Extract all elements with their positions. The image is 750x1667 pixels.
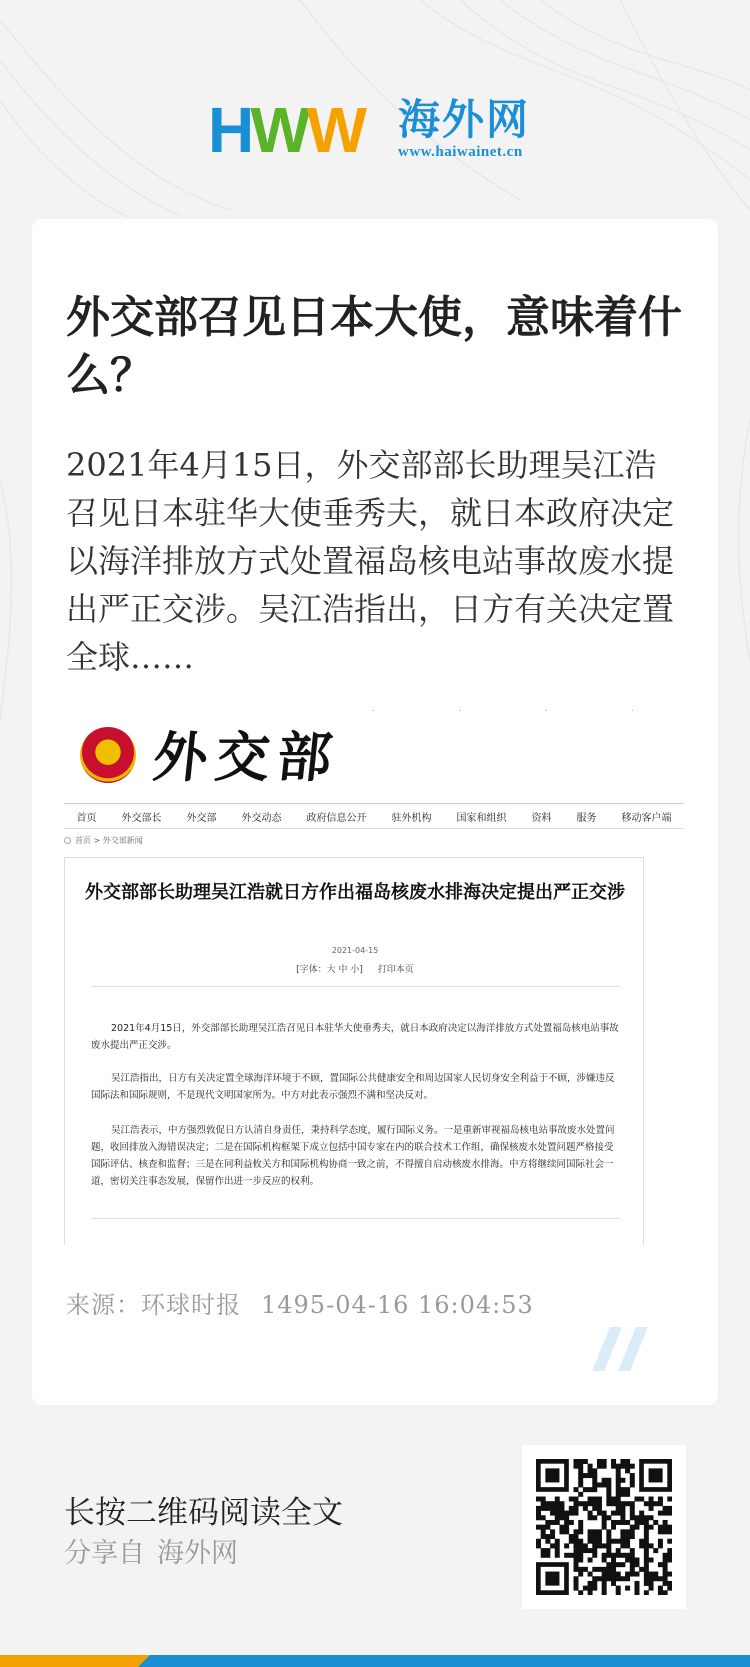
nav-item: 外交部 <box>186 812 217 824</box>
nav-item: 驻外机构 <box>391 812 432 824</box>
divider <box>91 986 619 987</box>
bottom-bar-orange-segment <box>0 1655 150 1667</box>
mfa-article-paragraph: 2021年4月15日，外交部部长助理吴江浩召见日本驻华大使垂秀夫，就日本政府决定以海洋排放方式处置福岛核电站事故废水提出严正交涉。 <box>91 1023 619 1051</box>
breadcrumb: 首页 > 外交部新闻 <box>64 835 143 846</box>
nav-item: 首页 <box>76 812 97 824</box>
breadcrumb-dot-icon <box>64 837 71 844</box>
font-size-control: [字体：大 中 小] <box>296 965 363 975</box>
mfa-article-paragraph: 吴江浩指出，日方有关决定置全球海洋环境于不顾，置国际公共健康安全和周边国家人民切身安全利益于不顾，涉嫌违反国际法和国际规则，不是现代文明国家所为。中方对此表示强烈不满和坚决反对。 <box>91 1073 615 1101</box>
mfa-calligraphy-logo: 外交部 <box>150 725 343 789</box>
nav-item: 移动客户端 <box>621 812 672 824</box>
qr-code-container[interactable] <box>522 1445 686 1609</box>
shared-site: 海外网 <box>157 1538 238 1569</box>
haiwainet-logo <box>208 96 548 166</box>
logo-url: www.haiwainet.cn <box>398 144 523 160</box>
mfa-article-title: 外交部部长助理吴江浩就日方作出福岛核废水排海决定提出严正交涉 <box>85 882 625 903</box>
bottom-brand-bar <box>0 1655 750 1667</box>
article-card[interactable] <box>32 219 718 1405</box>
logo-chinese-name: 海外网 <box>398 95 531 144</box>
mfa-article-tools <box>65 962 645 975</box>
mfa-nav-bar <box>64 803 684 829</box>
mfa-article-date: 2021-04-15 <box>331 946 379 955</box>
article-summary: 2021年4月15日，外交部部长助理吴江浩召见日本驻华大使垂秀夫，就日本政府决定以海洋排放方式处置福岛核电站事故废水提出严正交涉。吴江浩指出，日方有关决定置全球…… <box>66 446 675 676</box>
shared-label: 分享自 <box>64 1538 145 1569</box>
nav-item: 服务 <box>576 812 597 824</box>
embedded-article-screenshot <box>64 703 684 1245</box>
qr-code-icon[interactable] <box>536 1459 672 1595</box>
nav-item: 外交部长 <box>121 812 162 824</box>
nav-item: 资料 <box>531 812 552 824</box>
mfa-article-paragraph: 吴江浩表示，中方强烈敦促日方认清自身责任，秉持科学态度，履行国际义务。一是重新审视福岛核电站事故废水处置问题，收回排放入海错误决定；二是在国际机构框架下成立包括中国专家在内的联合技术工作组，确保核废水处置问题严格接受国际评估、核查和监督；三是在同利益攸关方和国际机构协商一致之前，不得擅自启动核废水排海。中方将继续同国际社会一道，密切关注事态发展，保留作出进一步反应的权利。 <box>91 1125 615 1187</box>
nav-item: 外交动态 <box>241 812 282 824</box>
qr-call-to-action: 长按二维码阅读全文 <box>64 1495 343 1531</box>
article-source: 来源：环球时报 <box>66 1291 241 1319</box>
hww-logo-mark: HWW <box>208 94 364 166</box>
article-title: 外交部召见日本大使，意味着什么？ <box>66 292 682 401</box>
share-footer <box>0 1405 750 1655</box>
nav-item: 政府信息公开 <box>306 812 367 824</box>
print-link: 打印本页 <box>377 965 414 975</box>
shared-from-line <box>64 1531 238 1570</box>
nav-item: 国家和组织 <box>456 812 507 824</box>
divider <box>91 1218 619 1219</box>
national-emblem-icon <box>80 727 136 783</box>
top-dots-decoration: . . . . <box>371 703 674 714</box>
article-timestamp: 1495-04-16 16:04:53 <box>261 1291 534 1319</box>
mfa-article-box <box>64 857 644 1245</box>
double-slash-decoration-icon <box>592 1327 652 1371</box>
article-source-line <box>66 1285 534 1320</box>
